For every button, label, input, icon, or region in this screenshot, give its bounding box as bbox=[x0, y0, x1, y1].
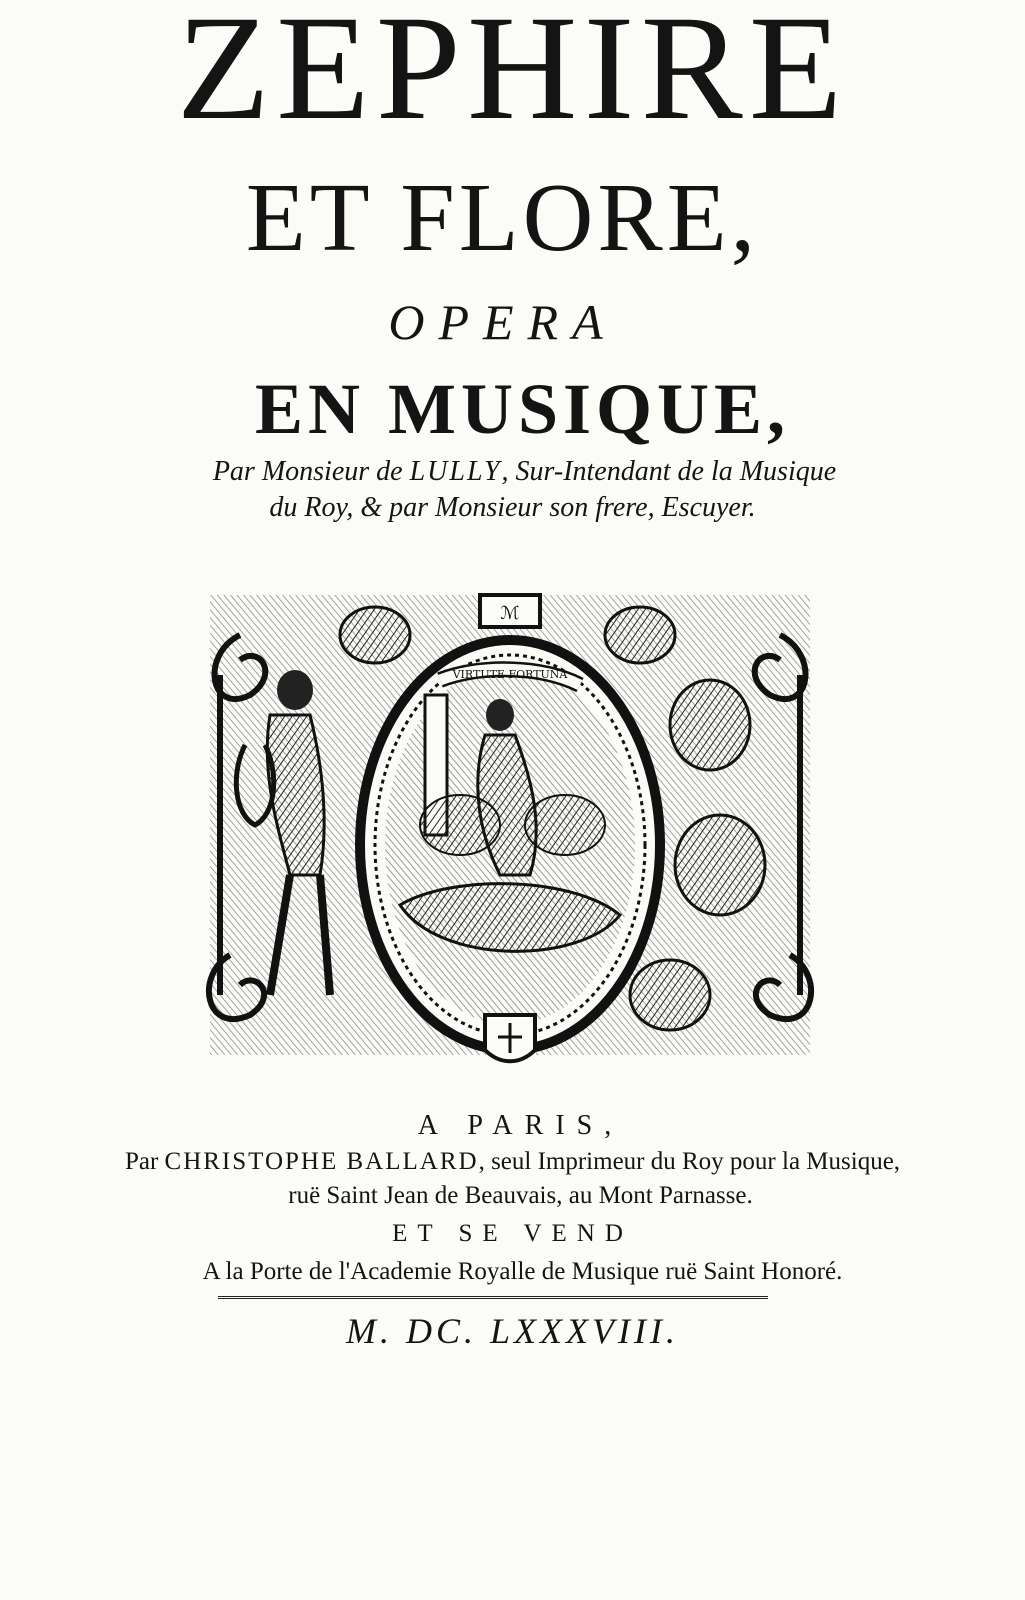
bottom-shield bbox=[485, 1015, 535, 1061]
divider-rule bbox=[218, 1296, 768, 1303]
credit-line-1 bbox=[12, 456, 1025, 488]
imprint-date: M. DC. LXXXVIII. bbox=[346, 1311, 679, 1351]
subtitle-en-musique: EN MUSIQUE, bbox=[254, 369, 791, 449]
credit-prefix: Par Monsieur de bbox=[212, 456, 410, 487]
tablet-mark: ℳ bbox=[500, 603, 520, 624]
central-medallion bbox=[360, 640, 660, 1050]
imprint-sale-address: A la Porte de l'Academie Royalle de Musique ruë Saint Honoré. bbox=[202, 1258, 843, 1285]
imprint-printer-title: , seul Imprimeur du Roy pour la Musique, bbox=[478, 1148, 901, 1175]
title-et-flore: ET FLORE, bbox=[245, 164, 760, 272]
title-zephire: ZEPHIRE bbox=[176, 0, 849, 151]
printer-name: CHRISTOPHE BALLARD bbox=[164, 1148, 479, 1175]
imprint-city: A PARIS, bbox=[417, 1110, 624, 1141]
credit-suffix: , Sur-Intendant de la Musique bbox=[501, 456, 837, 487]
imprint-address: ruë Saint Jean de Beauvais, au Mont Parnasse. bbox=[288, 1182, 753, 1209]
composer-name: LULLY bbox=[409, 456, 502, 487]
motto-banner: VIRTUTE FORTUNA bbox=[452, 668, 568, 681]
subtitle-opera: OPERA bbox=[388, 294, 617, 350]
imprint-publisher-line bbox=[0, 1148, 1025, 1176]
imprint-sale: ET SE VEND bbox=[392, 1220, 633, 1247]
credit-line-2: du Roy, & par Monsieur son frere, Escuyer. bbox=[269, 492, 756, 523]
printers-device-vignette bbox=[200, 575, 820, 1075]
imprint-prefix: Par bbox=[124, 1148, 165, 1175]
